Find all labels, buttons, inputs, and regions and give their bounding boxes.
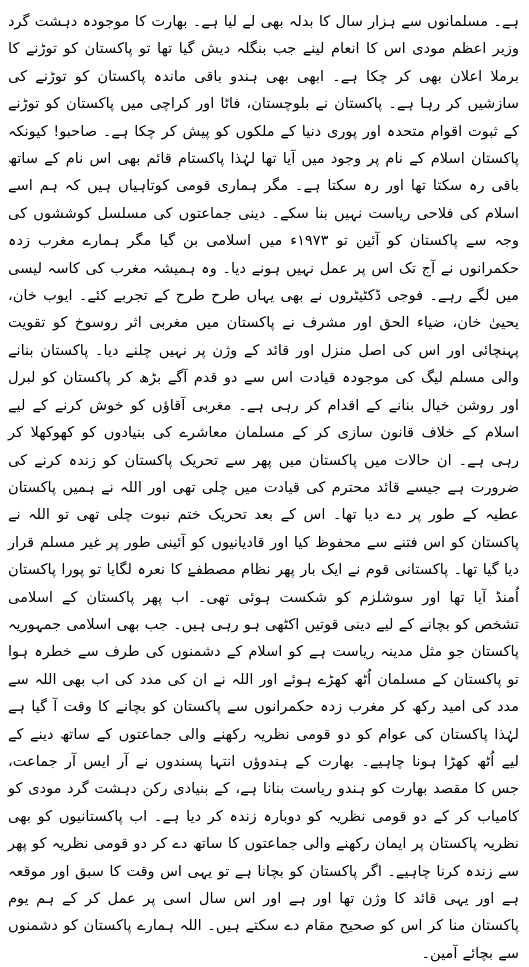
article-body-text: ہے۔ مسلمانوں سے ہزار سال کا بدلہ بھی لے لیا ہے۔ بھارت کا موجودہ دہشت گرد وزیر اعظم مودی اس کا انعام لینے جب بنگلہ دیش گیا تھا تو پاکستان کو توڑنے کا برملا اعلان بھی کر چکا ہے۔ ابھی بھی ہندو باقی ماندہ پاکستان کو توڑنے کی سازشیں کر رہا ہے۔ پاکستان نے بلوچستان، فاٹا اور کراچی میں پاکستان کو توڑنے کے ثبوت اقوام متحدہ اور پوری دنیا کے ملکوں کو پیش کر چکا ہے۔ صاحبو! کیونکہ پاکستان اسلام کے نام پر وجود میں آیا تھا لہٰذا پاکستام قائم بھی اس نام کے ساتھ باقی رہ سکتا تھا اور رہ سکتا ہے۔ مگر ہماری قومی کوتاہیاں ہیں کہ ہم اسے اسلام کی فلاحی ریاست نہیں بنا سکے۔ دینی جماعتوں کی مسلسل کوششوں کی وجہ سے پاکستان کو آئین تو ۱۹۷۳ء میں اسلامی بن گیا مگر ہمارے مغرب زدہ حکمرانوں نے آج تک اس پر عمل نہیں ہونے دیا۔ وہ ہمیشہ مغرب کی کاسہ لیسی میں لگے رہے۔ فوجی ڈکٹیٹروں نے بھی یہاں طرح طرح کے تجربے کئے۔ ایوب خان، یحییٰ خان، ضیاء الحق اور مشرف نے پاکستان میں مغربی اثر روسوخ کو تقویت پہنچائی اور اس کی اصل منزل اور قائد کے وژن پر نہیں چلنے دیا۔ پاکستان بنانے والی مسلم لیگ کی موجودہ قیادت اس سے دو قدم آگے بڑھ کر پاکستان کو لبرل اور روشن خیال بنانے کے اقدام کر رہی ہے۔ مغربی آقاؤں کو خوش کرنے کے لیے اسلام کے خلاف قانون سازی کر کے مسلمان معاشرے کی بنیادوں کو کھوکھلا کر رہی ہے۔ ان حالات میں پاکستان میں پھر سے تحریک پاکستان کو زندہ کرنے کی ضرورت ہے جیسے قائد محترم کی قیادت میں چلی تھی اور اللہ نے ہمیں پاکستان عطیہ کے طور پر دے دیا تھا۔ اس کے بعد تحریک ختم نبوت چلی تھی تو اللہ نے پاکستان کو اس فتنے سے محفوظ کیا اور قادیانیوں کو آئینی طور پر غیر مسلم قرار دیا گیا تھا۔ پاکستانی قوم نے ایک بار پھر نظام مصطفےٰ کا نعرہ لگایا تو پورا پاکستان اُمنڈ آیا تھا اور سوشلزم کو شکست ہوئی تھی۔ اب پھر پاکستان کے اسلامی تشخص کو بچانے کے لیے دینی قوتیں اکٹھی ہو رہی ہیں۔ جب بھی اسلامی جمہوریہ پاکستان جو مثل مدینہ ریاست ہے کو اسلام کے دشمنوں کی طرف سے خطرہ ہوا تو پاکستان کے مسلمان اُٹھ کھڑے ہوئے اور اللہ نے ان کی مدد کی اب بھی اللہ سے مدد کی امید رکھ کر مغرب زدہ حکمرانوں سے پاکستان کو بچانے کا وقت آ گیا ہے لہٰذا پاکستان کی عوام کو دو قومی نظریہ رکھنے والی جماعتوں کے ساتھ دینے کے لیے اُٹھ کھڑا ہونا چاہیے۔ بھارت کے ہندوؤں انتہا پسندوں نے آر ایس آر جماعت، جس کا مقصد بھارت کو ہندو ریاست بنانا ہے، کے بنیادی رکن دہشت گرد مودی کو کامیاب کر کے دو قومی نظریہ کو دوبارہ زندہ کر دیا ہے۔ اب پاکستانیوں کو بھی نظریہ پاکستان پر ایمان رکھنے والی جماعتوں کا ساتھ دے کر دو قومی نظریہ کو پھر سے زندہ کرنا چاہیے۔ اگر پاکستان کو بچانا ہے تو یہی اس وقت کا سبق اور موقعہ ہے اور یہی قائد کا وژن تھا اور ہے اور اس سال اسی پر عمل کر کے ہم یوم پاکستان منا کر اس کو صحیح مقام دے سکتے ہیں۔ اللہ ہمارے پاکستان کو دشمنوں سے بچائے آمین۔ (8, 13, 519, 962)
